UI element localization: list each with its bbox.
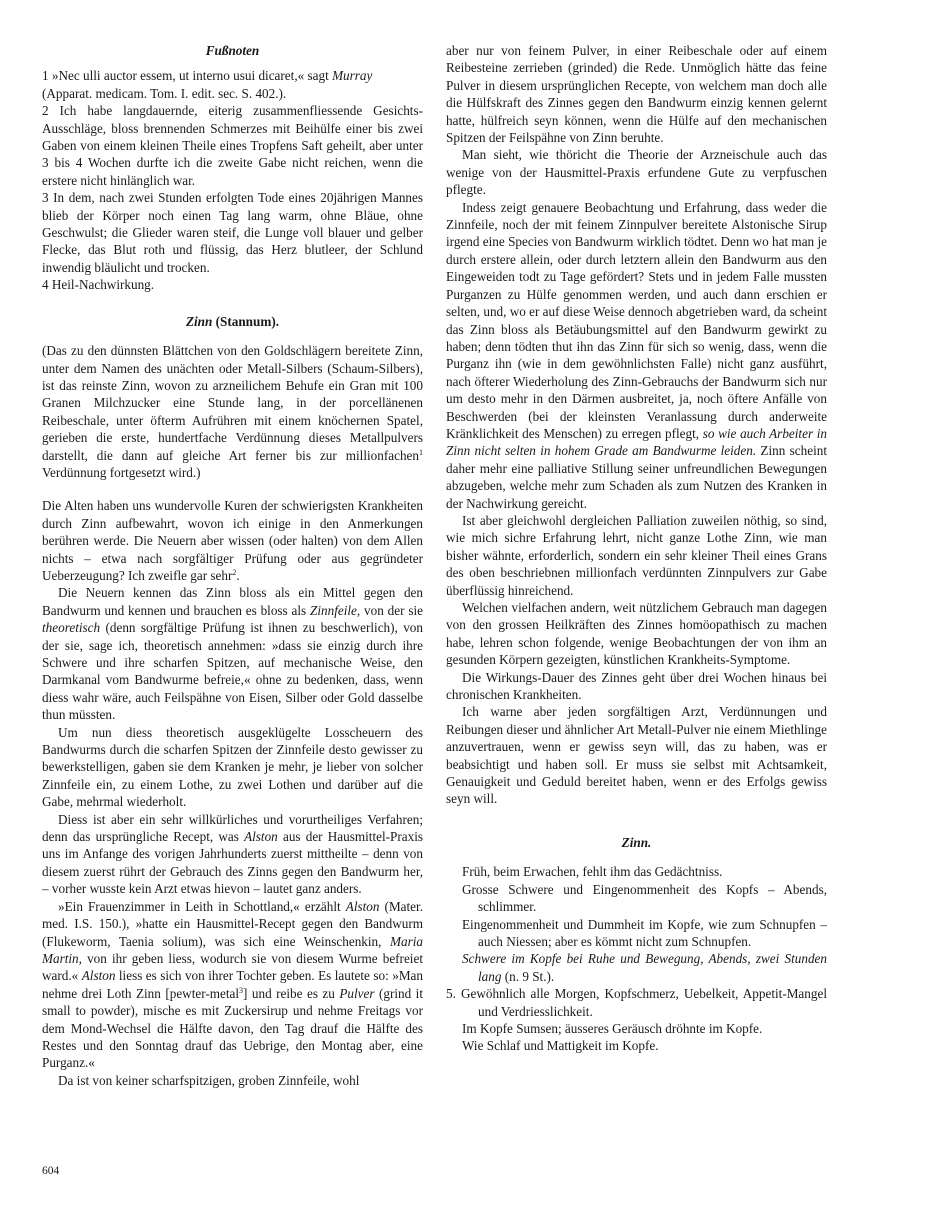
body-paragraph-2: Die Neuern kennen das Zinn bloss als ein Mittel gegen den Bandwurm und kennen und brauchen es bloss als Zinnfeile, von der sie theoretisch (denn sorgfältige Prüfung ist ihnen zu beschwerlich), von der sie, sage ich, theoretisch annehmen: »dass sie einzig durch ihre Schwere und ihre scharfen Spitzen, auf mechanische Weise, den Darmkanal vom Bandwurme befreie,« ohne zu bedenken, dass, wenn diess wahr wäre, auch Feilspähne von Eisen, Silber oder Gold dasselbe thun müssten. bbox=[42, 585, 423, 723]
symptom-item: Früh, beim Erwachen, fehlt ihm das Gedächtniss. bbox=[462, 864, 723, 880]
footnote-4: 4 Heil-Nachwirkung. bbox=[42, 277, 155, 293]
body-paragraph-1: Die Alten haben uns wundervolle Kuren der schwierigsten Krankheiten durch Zinn aufbewahrt, wovon ich einige in den Anmerkungen berühren werde. Die Neuern aber wissen (oder halten) von dem Allen nichts – etwa nach sorgfältiger Prüfung oder aus gegründeter Ueberzeugung? Ich zweifle gar sehr$^2$. bbox=[42, 498, 423, 583]
footnote-3: 3 In dem, nach zwei Stunden erfolgten Tode eines 20jährigen Mannes blieb der Körper noch einen Tag lang warm, ohne Bläue, ohne Geschwulst; die Glieder waren steif, die Lunge voll blauer und gelber Flecke, das Blut roth und flüssig, das Herz blutleer, der Schlund inwendig bläulicht und trocken. bbox=[42, 190, 423, 275]
page-number: 604 bbox=[42, 1165, 60, 1177]
symptom-item: Im Kopfe Sumsen; äusseres Geräusch dröhnte im Kopfe. bbox=[462, 1020, 763, 1036]
symptoms-heading: Zinn. bbox=[621, 834, 652, 850]
zinn-heading: Zinn (Stannum). bbox=[185, 313, 280, 329]
symptom-list bbox=[446, 863, 827, 1054]
footnotes-list bbox=[42, 67, 423, 293]
body-paragraph-5: »Ein Frauenzimmer in Leith in Schottland,« erzählt Alston (Mater. med. I.S. 150.), »hatte ein Hausmittel-Recept gegen den Bandwurm (Flukeworm, Taenia solium), was sich eine Weinschenkin, Maria Martin, von ihr geben liess, wodurch sie von diesem Wurme befreiet ward.« Alston liess es sich von ihrer Tochter geben. Es lautete so: »Man nehme drei Loth Zinn [pewter-metal$^3$] und reibe es zu Pulver (grind it small to powder), mische es mit Zuckersirup und nehme Freitags vor dem Mond-Wechsel die Hälfte davon, den Tag drauf die Hälfte des Restes und den Sonntag drauf das Uebrige, den Montag aber, eine Purganz.« bbox=[42, 898, 423, 1071]
body-paragraph-11: Welchen vielfachen andern, weit nützlichem Gebrauch man dagegen von den grossen Heilkräften des Zinnes homöopathisch zu machen habe, lehren schon folgende, wenige Beobachtungen der von ihm an gesunden Körpern gezeigten, künstlichen Krankheits-Symptome. bbox=[446, 600, 827, 668]
footnote-2: 2 Ich habe langdauernde, eiterig zusammenfliessende Gesichts-Ausschläge, bloss brennenden Schmerzes mit Beihülfe einer bis zwei Gaben von einem kleinen Theile eines Tropfens Saft geheilt, aber unter 3 bis 4 Wochen durfte ich die zweite Gabe nicht reichen, wenn die erstere nicht hinlänglich war. bbox=[42, 103, 423, 188]
body-paragraph-9: Indess zeigt genauere Beobachtung und Erfahrung, dass weder die Zinnfeile, noch der mit feinem Zinnpulver bereitete Alstonische Sirup irgend eine Species von Bandwurm wirklich tödtet. Denn wo hat man je durch erstere allein, oder durch letztern allein den Bandwurm aus den Eingeweiden todt zu Tage gefördert? Stets und in jedem Falle mussten Purganzen zu Hülfe genommen werden, und auch dann erschien er selten, und, wo er auf diese Weise dennoch abgetrieben ward, da scheint das Zinn bloss als Betäubungsmittel auf den Bandwurm gewirkt zu haben; denn tödten thut ihn das Zinn für sich so wenig, dass, wenn die Purganz ihn (wie in dem gewöhnlichsten Falle) nicht ganz ausführt, nach öfterer Wiederholung des Zinn-Gebrauchs der Bandwurm sich nur um desto mehr in den Därmen ausbreitet, ja, noch öftere Anfälle von Beschwerden (bei der kleinsten Veranlassung durch anderweite Kränklichkeit des Menschen) zu erregen pflegt, so wie auch Arbeiter in Zinn nicht selten in hohem Grade am Bandwurme leiden. Zinn scheint daher mehr eine palliative Stillung seiner unfreundlichen Bewegungen abzugeben, welche mehr zum Schaden als zum Nutzen des Kranken in der Nachwirkung gereicht. bbox=[446, 199, 827, 511]
footnote-1: 1 »Nec ulli auctor essem, ut interno usui dicaret,« sagt Murray (Apparat. medicam. Tom. I. edit. sec. S. 402.). bbox=[42, 68, 373, 101]
symptom-item: 5. Gewöhnlich alle Morgen, Kopfschmerz, Uebelkeit, Appetit-Mangel und Verdriesslichkeit. bbox=[446, 986, 827, 1019]
body-paragraph-3: Um nun diess theoretisch ausgeklügelte Losscheuern des Bandwurms durch die scharfen Spitzen der Zinnfeile desto gewisser zu bewerkstelligen, gaben sie dem Kranken je mehr, je lieber von solcher Zinnfeile ein, zu einem Lothe, zu zwei Lothen und darüber auf die Gabe, mehrmal wiederholt. bbox=[42, 724, 423, 810]
symptom-item: Grosse Schwere und Eingenommenheit des Kopfs – Abends, schlimmer. bbox=[462, 881, 827, 915]
body-paragraph-8: Man sieht, wie thöricht die Theorie der Arzneischule auch das wenige von der Hausmittel-Praxis erfundene Gute zu verpfuschen pflegte. bbox=[446, 147, 827, 198]
body-paragraph-10: Ist aber gleichwohl dergleichen Palliation zuweilen nöthig, so sind, wie mich sichre Erfahrung lehrt, nicht ganze Lothe Zinn, wie man bisher wähnte, erforderlich, sondern ein sehr kleiner Theil eines Grans des oben beschriebnen millionfach verdünnten Zinnpulvers zur Gabe überflüssig hinreichend. bbox=[446, 512, 827, 598]
symptom-item: Wie Schlaf und Mattigkeit im Kopfe. bbox=[462, 1038, 659, 1054]
footnotes-heading: Fußnoten bbox=[205, 43, 260, 58]
body-paragraph-6: Da ist von keiner scharfspitzigen, groben Zinnfeile, wohl bbox=[58, 1072, 360, 1088]
symptom-item: Eingenommenheit und Dummheit im Kopfe, wie zum Schnupfen – auch Niessen; aber es kömmt nicht zum Schnupfen. bbox=[462, 916, 827, 949]
body-paragraph-13: Ich warne aber jeden sorgfältigen Arzt, Verdünnungen und Reibungen dieser und ähnlicher Art Metall-Pulver nie einem Miethlinge anzuvertrauen, wenn er gewiss seyn will, das zu haben, was er beabsichtigt und haben soll. Er muss sie selbst mit Achtsamkeit, Genauigkeit und Geduld bereitet haben, wenn er des Erfolgs gewiss seyn will. bbox=[446, 704, 827, 807]
body-paragraph-7: aber nur von feinem Pulver, in einer Reibeschale oder auf einem Reibesteine zerrieben (grinded) die Rede. Unmöglich hätte das feine Pulver in diesem ursprünglichen Recepte, von welchem man doch alle die Hülfskraft des Zinnes gegen den Bandwurm einzig kennen gelernt hatte, hülfreich seyn können, wenn die Hülfe auf den mechanischen Spitzen der Feilspähne von Zinn beruhte. bbox=[446, 43, 827, 146]
right-column bbox=[446, 42, 827, 1055]
body-paragraph-12: Die Wirkungs-Dauer des Zinnes geht über drei Wochen hinaus bei chronischen Krankheiten. bbox=[446, 669, 827, 703]
body-paragraph-4: Diess ist aber ein sehr willkürliches und vorurtheiliges Verfahren; denn das ursprüngliche Recept, was Alston aus der Hausmittel-Praxis uns im Anfange des vorigen Jahrhunderts zuerst mittheilte – denn von diesem zuerst rührt der Gebrauch des Zinns gegen den Bandwurm her, – vorher wusste kein Arzt etwas hievon – lautet ganz anders. bbox=[42, 811, 423, 897]
symptom-item: Schwere im Kopfe bei Ruhe und Bewegung, Abends, zwei Stunden lang (n. 9 St.). bbox=[462, 951, 827, 984]
intro-paragraph: (Das zu den dünnsten Blättchen von den Goldschlägern bereitete Zinn, unter dem Namen des unächten oder Metall-Silbers (Schaum-Silbers), ist das reinste Zinn, wovon zu arzneilichem Behufe ein Gran mit 100 Granen Milchzucker eine Stunde lang, in der porcellänenen Reibeschale, unter öfterm Aufrühren mit einem knöchernen Spatel, gerieben die erste, hundertfache Verdünnung dieses Metallpulvers darstellt, die dann auf gleiche Art ferner bis zur millionfachen$^1$ Verdünnung fortgesetzt wird.) bbox=[42, 343, 423, 480]
left-column bbox=[42, 42, 423, 1089]
